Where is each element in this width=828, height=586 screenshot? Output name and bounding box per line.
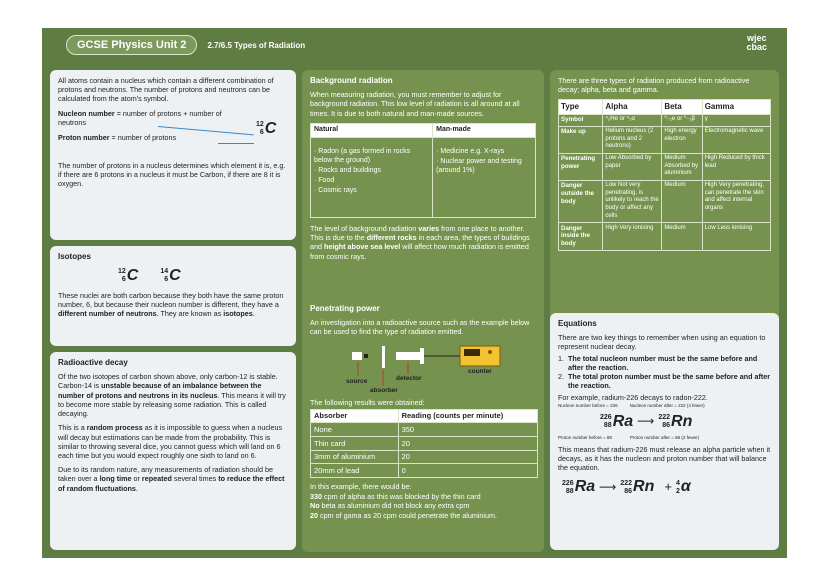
- sources-table: [310, 123, 536, 218]
- types-intro: There are three types of radiation produced from radioactive decay; alpha, beta and gamma.: [558, 76, 750, 95]
- list-item: · Cosmic rays: [314, 186, 357, 194]
- col-manmade: Man-made: [433, 123, 536, 137]
- decay-p2: This is a random process as it is impossible to guess when a nucleus will decay but estimations can be made from the probability. This is similar to throwing several dice, you cannot guess which will land on 6 each time but you would expect roughly one sixth to land on 6.: [58, 423, 283, 460]
- background-intro: When measuring radiation, you must remember to adjust for background radiation. This low level of radiation is all around at all times. It is due to both natural and man-made sources.: [310, 90, 520, 118]
- table-cell: 20: [398, 450, 537, 464]
- background-title: Background radiation: [310, 76, 393, 85]
- absorber-shape: [382, 346, 385, 368]
- proton-def: = number of protons: [109, 133, 177, 143]
- equations-title: Equations: [558, 319, 597, 328]
- table-header: Alpha: [603, 100, 662, 114]
- proton-arrow: [218, 143, 254, 144]
- table-cell: Medium: [662, 180, 702, 222]
- table-cell: 20mm of lead: [311, 464, 399, 478]
- table-cell: 350: [398, 423, 537, 437]
- table-row: [559, 126, 771, 153]
- atoms-intro: All atoms contain a nucleus which contain a different combination of protons and neutrons. The number of protons and neutrons can be calculated from the atom's symbol.: [58, 76, 274, 104]
- reaction-arrow-2: ⟶: [599, 479, 617, 494]
- table-cell: Electromagnetic wave: [702, 126, 770, 153]
- source-block: [364, 354, 368, 358]
- label-detector: detector: [396, 374, 422, 382]
- conclusion-3: 20 cpm of gama as 20 cpm could penetrate the aluminium.: [310, 510, 497, 520]
- label-source: source: [346, 377, 368, 385]
- table-cell: Symbol: [559, 114, 603, 126]
- table-header: Type: [559, 100, 603, 114]
- carbon14-isotope: 14 6 C: [160, 267, 181, 285]
- table-cell: Low Less ionising: [702, 223, 770, 251]
- manmade-list: [433, 137, 536, 217]
- topic-title: 2.7/6.5 Types of Radiation: [207, 40, 306, 50]
- decay-panel: [50, 352, 296, 550]
- atoms-outro: The number of protons in a nucleus determines which element it is, e.g. if there are 6 protons in a nucleus it must be Carbon, if there are 8 it is oxygen.: [58, 160, 286, 189]
- types-panel: [550, 70, 779, 322]
- radon-symbol: 222 86 Rn: [658, 412, 693, 430]
- table-cell: Medium Absorbed by aluminium: [662, 153, 702, 180]
- table-row: [559, 180, 771, 222]
- equations-panel: [550, 313, 779, 550]
- isotopes-panel: [50, 246, 296, 346]
- table-cell: Penetrating power: [559, 153, 603, 180]
- source-shape: [352, 352, 362, 360]
- table-cell: 20: [398, 437, 537, 451]
- counter-knob: [488, 350, 492, 354]
- detector-tube: [396, 352, 422, 360]
- table-row: [311, 464, 538, 478]
- decay-p1: Of the two isotopes of carbon shown above, only carbon-12 is stable. Carbon-14 is unstable because of an imbalance between the number of protons and neutrons in its nucleus. This means it will try to become more stable by releasing some radiation. This is called decaying.: [58, 372, 286, 419]
- penetrating-intro: An investigation into a radioactive source such as the example below can be used to find the type of radiation emitted.: [310, 318, 530, 337]
- list-item: · Food: [314, 176, 335, 184]
- experiment-diagram: [310, 342, 536, 398]
- background-panel: [302, 70, 544, 316]
- conclusion-2: No beta as aluminium did not block any extra cpm: [310, 501, 470, 511]
- penetrating-panel: [302, 298, 544, 552]
- list-item: · Rocks and buildings: [314, 166, 381, 174]
- col-natural: Natural: [311, 123, 433, 137]
- table-cell: γ: [702, 114, 770, 126]
- table-cell: Danger outside the body: [559, 180, 603, 222]
- table-cell: Thin card: [311, 437, 399, 451]
- table-cell: Medium: [662, 223, 702, 251]
- proton-label: Proton number: [58, 133, 110, 143]
- list-item: · Nuclear power and testing (around 1%): [436, 157, 522, 174]
- atoms-panel: [50, 70, 296, 240]
- table-row: [311, 450, 538, 464]
- isotopes-title: Isotopes: [58, 252, 91, 261]
- table-row: [559, 114, 771, 126]
- decay-equation-1: [600, 412, 771, 432]
- table-cell: Make up: [559, 126, 603, 153]
- conclusion-1: 330 cpm of alpha as this was blocked by the thin card: [310, 492, 481, 502]
- proton-notes: Proton number before = 88 Proton number after = 86 (2 fewer): [558, 434, 700, 440]
- label-counter: counter: [468, 367, 492, 375]
- table-cell: High Reduced by thick lead: [702, 153, 770, 180]
- table-cell: None: [311, 423, 399, 437]
- detector-end: [420, 348, 424, 364]
- table-cell: High Very ionising: [603, 223, 662, 251]
- conclusion-intro: In this example, there would be:: [310, 481, 412, 491]
- table-cell: ⁴₂He or ⁴₂α: [603, 114, 662, 126]
- table-row: [559, 153, 771, 180]
- results-table: [310, 409, 538, 478]
- counter-display: [464, 349, 480, 356]
- radium-symbol-2: 226 88 Ra: [562, 478, 596, 496]
- table-cell: Danger inside the body: [559, 223, 603, 251]
- results-intro: The following results were obtained:: [310, 397, 425, 407]
- reaction-arrow: ⟶: [637, 414, 655, 429]
- penetrating-title: Penetrating power: [310, 304, 380, 313]
- decay-title: Radioactive decay: [58, 358, 128, 367]
- table-row: [311, 437, 538, 451]
- nucleon-label: Nucleon number: [58, 108, 115, 118]
- radon-symbol-2: 222 86 Rn: [620, 478, 655, 496]
- nucleon-notes: Nucleon number before = 226 Nucleon number after = 222 (4 fewer): [558, 402, 705, 408]
- radiation-table: [558, 99, 771, 250]
- table-header: Beta: [662, 100, 702, 114]
- apparatus-svg: [310, 342, 536, 398]
- header: [42, 28, 787, 62]
- list-item: · Medicine e.g. X-rays: [436, 147, 505, 155]
- col-absorber: Absorber: [311, 409, 399, 423]
- carbon12-isotope: 12 6 C: [118, 267, 139, 285]
- table-cell: 3mm of aluminium: [311, 450, 399, 464]
- decay-p3: Due to its random nature, any measurements of radiation should be taken over a long time or repeated several times to reduce the effect of random fluctuations.: [58, 465, 285, 493]
- table-cell: High Very penetrating, can penetrate the skin and affect internal organs: [702, 180, 770, 222]
- alpha-symbol: 4 2 α: [675, 478, 691, 496]
- rule-2: 2. The total proton number must be the same before and after the reaction.: [558, 372, 771, 391]
- label-absorber: absorber: [370, 386, 398, 394]
- table-row: [311, 423, 538, 437]
- revision-sheet: [42, 28, 787, 558]
- natural-list: [311, 137, 433, 217]
- table-cell: ⁰₋₁e or ⁰₋₁β: [662, 114, 702, 126]
- background-variation: The level of background radiation varies from one place to another. This is due to the different rocks in each area, the types of buildings and height above sea level will affect how much radiation is emitted from cosmic rays.: [310, 223, 530, 261]
- wjec-logo: wjec cbac: [746, 33, 767, 52]
- col-reading: Reading (counts per minute): [398, 409, 537, 423]
- table-header: Gamma: [702, 100, 770, 114]
- table-cell: 0: [398, 464, 537, 478]
- table-cell: Low Absorbed by paper: [603, 153, 662, 180]
- rule-1: 1. The total nucleon number must be the same before and after the reaction.: [558, 353, 758, 372]
- carbon12-symbol: 12 6 C: [256, 119, 277, 137]
- nucleon-def: = number of protons + number of neutrons: [58, 108, 222, 127]
- unit-label: GCSE Physics Unit 2: [66, 35, 197, 55]
- table-cell: High energy electron: [662, 126, 702, 153]
- list-item: · Radon (a gas formed in rocks below the ground): [314, 147, 411, 164]
- example-text: For example, radium-226 decays to radon-222.: [558, 392, 708, 402]
- plus-sign: +: [664, 479, 672, 495]
- table-row: [559, 223, 771, 251]
- isotopes-text: These nuclei are both carbon because they both have the same proton number, 6, but because their nucleon number is different, they have a different number of neutrons. They are known as isotopes.: [58, 290, 284, 319]
- equations-intro: There are two key things to remember when using an equation to represent nuclear decay.: [558, 333, 766, 352]
- table-cell: Helium nucleus (2 protons and 2 neutrons): [603, 126, 662, 153]
- table-cell: Low Not very penetrating, is unlikely to reach the body or affect any cells: [603, 180, 662, 222]
- decay-equation-2: [562, 477, 771, 497]
- equation-conclusion: This means that radium-226 must release an alpha particle when it decays, as it has the nucleon and proton number that will balance the equation.: [558, 444, 771, 473]
- radium-symbol: 226 88 Ra: [600, 412, 634, 430]
